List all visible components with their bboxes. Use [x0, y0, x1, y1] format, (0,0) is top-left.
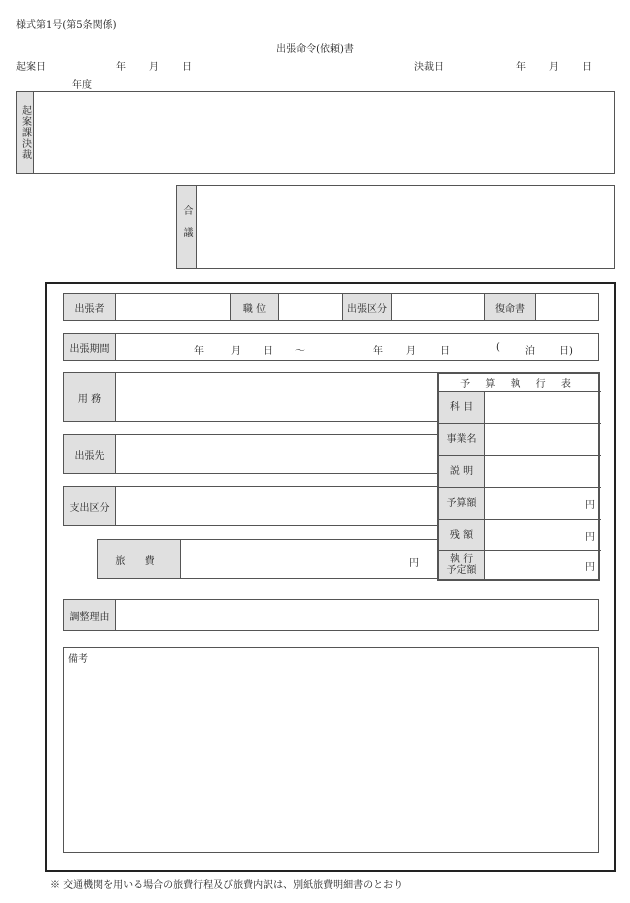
budget-scheduled-label — [439, 551, 485, 579]
period-start-day: 日 — [263, 346, 273, 357]
remarks-box[interactable] — [63, 647, 599, 853]
remarks-label: 備考 — [68, 654, 88, 665]
expense-category-row — [63, 486, 438, 526]
section-approval-label: 起案課決裁 — [17, 92, 34, 173]
adjustment-reason-field[interactable] — [116, 600, 598, 630]
purpose-row — [63, 372, 438, 422]
traveler-row — [63, 293, 599, 321]
draft-date-label: 起案日 — [16, 62, 46, 73]
position-label: 職 位 — [230, 294, 279, 320]
period-paren-open: ( — [496, 342, 500, 353]
budget-title: 予 算 執 行 表 — [460, 379, 577, 390]
travel-cost-label: 旅 費 — [98, 540, 181, 578]
period-days: 日) — [559, 346, 573, 357]
adjustment-reason-label: 調整理由 — [64, 600, 116, 630]
return-report-field[interactable] — [536, 294, 598, 320]
budget-subject-label: 科 目 — [439, 392, 485, 423]
travel-cost-field[interactable] — [181, 540, 437, 578]
budget-scheduled-yen: 円 — [585, 561, 595, 573]
destination-row — [63, 434, 438, 474]
traveler-field[interactable] — [116, 294, 230, 320]
approval-month: 月 — [549, 62, 559, 73]
adjustment-reason-row — [63, 599, 599, 631]
page-title: 出張命令(依頼)書 — [276, 44, 354, 55]
consultation-box — [176, 185, 615, 269]
draft-year: 年 — [116, 62, 126, 73]
period-label: 出張期間 — [64, 334, 116, 360]
budget-project-row — [439, 423, 601, 455]
travel-cost-yen: 円 — [409, 558, 419, 569]
budget-table — [437, 372, 600, 581]
section-approval-box — [16, 91, 615, 174]
budget-balance-row — [439, 519, 601, 550]
footnote: ※ 交通機関を用いる場合の旅費行程及び旅費内訳は、別紙旅費明細書のとおり — [50, 880, 404, 891]
period-start-year: 年 — [194, 346, 204, 357]
approval-day: 日 — [582, 62, 592, 73]
approval-date-label: 決裁日 — [414, 62, 444, 73]
period-start-month: 月 — [231, 346, 241, 357]
purpose-field[interactable] — [116, 373, 437, 421]
budget-project-label: 事業名 — [439, 424, 485, 455]
budget-explanation-label: 説 明 — [439, 456, 485, 487]
travel-cost-row — [97, 539, 438, 579]
destination-label: 出張先 — [64, 435, 116, 473]
period-row — [63, 333, 599, 361]
budget-scheduled-label-1: 執 行 — [449, 554, 474, 565]
budget-scheduled-label-2: 予定額 — [446, 565, 477, 576]
return-report-label: 復命書 — [484, 294, 536, 320]
budget-subject-row — [439, 391, 601, 423]
budget-amount-label: 予算額 — [439, 488, 485, 519]
purpose-label: 用 務 — [64, 373, 116, 421]
form-number: 様式第1号(第5条関係) — [16, 20, 117, 31]
expense-category-field[interactable] — [116, 487, 437, 525]
period-end-year: 年 — [373, 346, 383, 357]
budget-amount-row — [439, 487, 601, 519]
period-nights: 泊 — [525, 346, 535, 357]
destination-field[interactable] — [116, 435, 437, 473]
draft-month: 月 — [149, 62, 159, 73]
period-end-day: 日 — [440, 346, 450, 357]
approval-year: 年 — [516, 62, 526, 73]
trip-type-field[interactable] — [392, 294, 484, 320]
period-end-month: 月 — [406, 346, 416, 357]
fiscal-year-label: 年度 — [72, 80, 92, 91]
budget-scheduled-row — [439, 550, 601, 579]
position-field[interactable] — [279, 294, 342, 320]
period-tilde: 〜 — [295, 346, 305, 357]
consultation-label: 合議 — [177, 186, 197, 268]
budget-balance-yen: 円 — [585, 531, 595, 543]
expense-category-label: 支出区分 — [64, 487, 116, 525]
draft-day: 日 — [182, 62, 192, 73]
budget-explanation-row — [439, 455, 601, 487]
budget-amount-yen: 円 — [585, 500, 595, 511]
traveler-label: 出張者 — [64, 294, 116, 320]
trip-type-label: 出張区分 — [342, 294, 392, 320]
budget-balance-label: 残 額 — [439, 520, 485, 550]
